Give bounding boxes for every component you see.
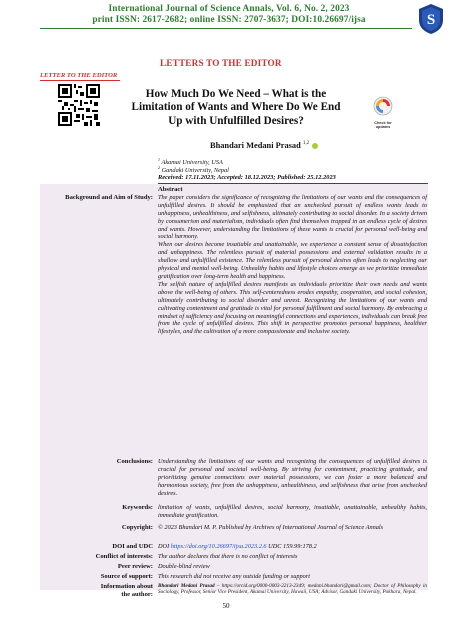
section-label-divider [40,80,120,81]
accepted-label: Accepted: [217,174,243,181]
affiliation-sup: 1 [158,157,160,162]
title-line-2: Limitation of Wants and Where Do We End [131,101,341,114]
section-label: LETTER TO THE EDITOR [40,72,118,79]
udc-code: UDC 159.99:178.2 [268,543,317,550]
author-info-label-line-2: the author: [121,590,153,598]
received-label: Received: [158,174,184,181]
copyright-text: © 2023 Bhandari M. P. Published by Archives of International Journal of Science Annals [158,524,384,531]
author-name: Bhandari Medani Prasad [210,141,301,150]
author-info-label [40,583,153,599]
accepted-date: 18.12.2023; [244,174,276,181]
abstract-heading: Abstract [158,186,183,193]
affiliation-text: Akamai University, USA [161,159,223,167]
journal-header [40,4,418,26]
author-info-text [158,583,427,595]
abstract-paragraph-1: The paper considers the significance of recognizing the limitations of our wants and the consequences of unfulfilled desires. It should be emphasized that an unchecked pursuit of endless wants leads to unhappiness, unhealthiness, and selfishness, ultimately contributing to social disorder. In a society driven by consumerism and materialism, individuals often find themselves trapped in an endless cycle of desires and wants. However, understanding the limitations of these wants is crucial for personal well-being and social harmony. [158,193,427,241]
support-text: This research did not receive any outside funding or support [158,573,310,580]
affiliation-2 [158,164,229,175]
author-info-details: – https://orcid.org/0000-0003-2213-2349; medani.bhandari@gmail.com; Doctor of Philosophy in Sociology, Professor, Senior Vice President, Akamai University, Hawaii, USA; Advisor, Gandaki University, Pokhara, Nepal. [158,583,427,595]
support-label: Source of support: [100,573,153,580]
abstract-paragraph-3: The selfish nature of unfulfilled desires manifests as individuals prioritize their own needs and wants above the well-being of others. This self-centeredness erodes empathy, cooperation, and social cohesion, ultimately contributing to social disorder and unrest. Recognizing the limitations of our wants and cultivating contentment and gratitude is vital for personal fulfillment and social harmony. By embracing a mindset of sufficiency and focusing on meaningful connections and experiences, individuals can break free from the cycle of unfulfilled desires. This shift in perspective promotes personal happiness, healthier lifestyles, and the cultivation of a more compassionate and inclusive society. [158,280,427,336]
orcid-icon[interactable] [312,143,318,149]
abstract-text [158,186,427,336]
conclusions-label: Conclusions: [116,458,153,465]
qr-code-icon [58,84,100,126]
doi-link[interactable]: https://doi.org/10.26697/ijsa.2023.2.6 [170,543,267,550]
journal-issn-line: print ISSN: 2617-2682; online ISSN: 2707-3637; DOI:10.26697/ijsa [92,15,366,25]
published-label: Published: [277,174,306,181]
journal-logo-icon [417,3,445,35]
journal-title-line: International Journal of Science Annals, Vol. 6, No. 2, 2023 [108,4,350,14]
article-title [108,88,364,128]
check-updates-label-1: Check for [374,121,392,125]
peer-review-text: Double-blind review [158,563,210,570]
peer-review-label: Peer review: [117,563,153,570]
conclusions-text: Understanding the limitations of our wants and recognizing the consequences of unfulfilled desires is crucial for personal and societal well-being. By striving for contentment, practicing gratitude, and prioritizing genuine connections over material possessions, we can foster a more balanced and harmonious society, free from the unhappiness, unhealthiness, and selfishness that arise from unchecked desires. [158,458,427,497]
author-info-label-line-1: Information about [100,583,153,590]
keywords-label: Keywords: [122,504,153,511]
author-info-name: Bhandari Medani Prasad [158,583,215,589]
author-line [210,141,318,150]
received-date: 17.11.2023; [185,174,216,181]
affiliation-text: Gandaki University, Nepal [161,167,229,175]
published-date: 25.12.2023 [307,174,336,181]
publication-dates [158,174,336,181]
author-affiliation-sup: 1,2 [302,141,310,147]
abstract-paragraph-2: When our desires become insatiable and unattainable, we experience a constant sense of dissatisfaction and unhappiness. The relentless pursuit of material possessions and external validation results in a shallow and unfulfilled existence. The relentless pursuit of personal desires often leads to neglecting our physical and mental well-being. Unhealthy habits and lifestyle choices emerge as we prioritize immediate gratification over long-term health and happiness. [158,241,427,280]
check-updates-label-2: updates [375,125,391,130]
doi-prefix: DOI [158,543,170,550]
conflict-text: The author declares that there is no conflict of interests [158,553,298,560]
title-line-3: Up with Unfulfilled Desires? [168,114,304,127]
keywords-text: limitation of wants, unfulfilled desires, social harmony, insatiable, unattainable, unhealthy habits, immediate gratification. [158,504,427,519]
doi-label: DOI and UDC [112,543,153,550]
check-updates-icon [373,96,393,116]
check-for-updates-badge[interactable] [368,96,398,130]
conflict-label: Conflict of interests: [95,553,153,560]
page-number: 50 [222,602,230,610]
copyright-label: Copyright: [121,524,153,531]
svg-text:S: S [426,12,436,28]
affiliation-sup: 2 [158,165,160,170]
background-aim-label: Background and Aim of Study: [65,194,153,201]
header-divider [40,28,412,29]
doi-text [158,543,427,551]
title-line-1: How Much Do We Need – What is the [145,88,327,100]
letters-title: LETTERS TO THE EDITOR [160,58,282,68]
